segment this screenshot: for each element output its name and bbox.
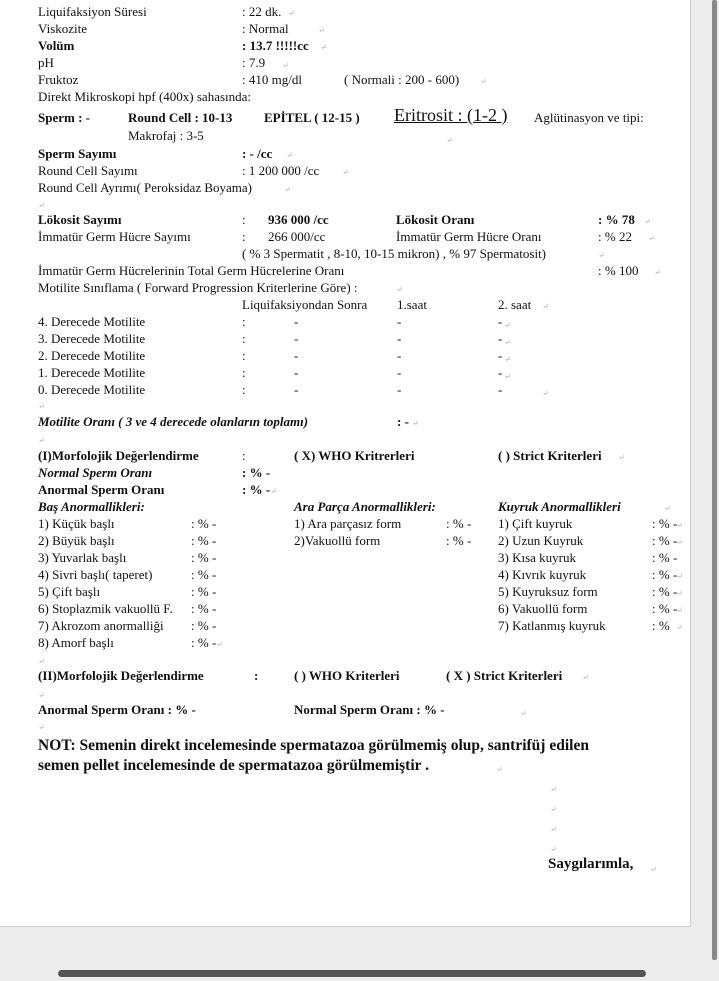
paragraph-mark-icon: ↵ xyxy=(664,504,671,513)
paragraph-mark-icon: ↵ xyxy=(542,389,549,398)
immature-detail: ( % 3 Spermatit , 8-10, 10-15 mikron) , % 97 Spermatosit) xyxy=(242,246,547,261)
motility-cell: - xyxy=(294,365,299,380)
leukocyte-count-label: Lökosit Sayımı xyxy=(38,212,122,227)
paragraph-mark-icon: ↵ xyxy=(676,521,683,530)
paragraph-mark-icon: ↵ xyxy=(446,136,453,145)
tail-item-label: 7) Katlanmış kuyruk xyxy=(498,618,606,633)
paragraph-mark-icon: ↵ xyxy=(38,201,45,210)
paragraph-mark-icon: ↵ xyxy=(648,234,655,243)
motility-row-label: 2. Derecede Motilite xyxy=(38,348,146,363)
tail-item-label: 5) Kuyruksuz form xyxy=(498,584,598,599)
sperm-field: Sperm : - xyxy=(38,110,90,125)
immature-ratio-value: : % 22 xyxy=(598,229,632,244)
morphology-2-normal: Normal Sperm Oranı : % - xyxy=(294,702,445,717)
tail-item-value: : % - xyxy=(652,567,678,582)
tail-item-label: 4) Kıvrık kuyruk xyxy=(498,567,587,582)
paragraph-mark-icon: ↵ xyxy=(504,372,511,381)
midpiece-item-value: : % - xyxy=(446,516,472,531)
colon: : xyxy=(242,212,246,227)
motility-cell: - xyxy=(498,365,503,380)
morphology-2-abnormal: Anormal Sperm Oranı : % - xyxy=(38,702,196,717)
motility-ratio-label: Motilite Oranı ( 3 ve 4 derecede olanların toplamı) xyxy=(38,414,309,429)
motility-cell: - xyxy=(397,331,402,346)
head-item-label: 3) Yuvarlak başlı xyxy=(38,550,127,565)
head-item-value: : % - xyxy=(191,567,217,582)
paragraph-mark-icon: ↵ xyxy=(676,623,683,632)
paragraph-mark-icon: ↵ xyxy=(676,589,683,598)
head-abnormalities-title: Baş Anormallikleri: xyxy=(38,499,145,514)
motility-cell: - xyxy=(294,331,299,346)
motility-cell: - xyxy=(498,348,503,363)
head-item-value: : % - xyxy=(191,618,217,633)
head-item-value: : % - xyxy=(191,601,217,616)
head-item-value: : % - xyxy=(191,635,217,650)
colon: : xyxy=(242,448,246,463)
motility-cell: - xyxy=(294,348,299,363)
fructose-value: : 410 mg/dl xyxy=(242,72,302,87)
tail-item-value: : % - xyxy=(652,584,678,599)
ph-label: pH xyxy=(38,55,54,70)
immature-count-label: İmmatür Germ Hücre Sayımı xyxy=(38,229,191,244)
motility-row-label: 4. Derecede Motilite xyxy=(38,314,146,329)
paragraph-mark-icon: ↵ xyxy=(550,825,557,834)
paragraph-mark-icon: ↵ xyxy=(320,43,327,52)
paragraph-mark-icon: ↵ xyxy=(676,538,683,547)
horizontal-scrollbar[interactable] xyxy=(58,970,646,977)
motility-ratio-value: : - xyxy=(397,414,409,429)
motility-header-2h: 2. saat xyxy=(498,297,532,312)
paragraph-mark-icon: ↵ xyxy=(284,185,291,194)
head-item-value: : % - xyxy=(191,516,217,531)
paragraph-mark-icon: ↵ xyxy=(396,285,403,294)
eritrosit-field: Eritrosit : (1-2 ) xyxy=(394,105,508,125)
colon: : xyxy=(242,331,246,346)
abnormal-sperm-value: : % - xyxy=(242,482,271,497)
paragraph-mark-icon: ↵ xyxy=(216,640,223,649)
vertical-scrollbar[interactable] xyxy=(712,0,717,960)
closing-signature: Saygılarımla, xyxy=(548,856,634,872)
paragraph-mark-icon: ↵ xyxy=(282,61,289,70)
morphology-2-strict: ( X ) Strict Kriterleri xyxy=(446,668,563,683)
motility-header-liq: Liquifaksiyondan Sonra xyxy=(242,297,368,312)
paragraph-mark-icon: ↵ xyxy=(676,572,683,581)
head-item-label: 7) Akrozom anormalliği xyxy=(38,618,164,633)
volume-label: Volüm xyxy=(38,38,75,53)
motility-cell: - xyxy=(294,314,299,329)
paragraph-mark-icon: ↵ xyxy=(342,168,349,177)
immature-count-value: 266 000/cc xyxy=(268,229,326,244)
tail-abnormalities-title: Kuyruk Anormallikleri xyxy=(498,499,621,514)
makrofaj-field: Makrofaj : 3-5 xyxy=(128,128,204,143)
head-item-label: 4) Sivri başlı( taperet) xyxy=(38,567,153,582)
paragraph-mark-icon: ↵ xyxy=(288,9,295,18)
motility-cell: - xyxy=(498,382,503,397)
motility-cell: - xyxy=(397,365,402,380)
morphology-2-who: ( ) WHO Kriterleri xyxy=(294,668,400,683)
motility-cell: - xyxy=(397,382,402,397)
immature-total-value: : % 100 xyxy=(598,263,639,278)
head-item-value: : % - xyxy=(191,550,217,565)
motility-row-label: 3. Derecede Motilite xyxy=(38,331,146,346)
midpiece-item-label: 1) Ara parçasız form xyxy=(294,516,402,531)
morphology-1-title: (I)Morfolojik Değerlendirme xyxy=(38,448,199,463)
paragraph-mark-icon: ↵ xyxy=(38,402,45,411)
paragraph-mark-icon: ↵ xyxy=(550,845,557,854)
sperm-count-value: : - /cc xyxy=(242,146,273,161)
head-item-label: 8) Amorf başlı xyxy=(38,635,114,650)
round-cell-count-value: : 1 200 000 /cc xyxy=(242,163,320,178)
aglutination-label: Aglütinasyon ve tipi: xyxy=(534,110,644,125)
paragraph-mark-icon: ↵ xyxy=(542,302,549,311)
immature-ratio-label: İmmatür Germ Hücre Oranı xyxy=(396,229,542,244)
paragraph-mark-icon: ↵ xyxy=(654,268,661,277)
epitel-field: EPİTEL ( 12-15 ) xyxy=(264,110,360,125)
colon: : xyxy=(242,348,246,363)
midpiece-abnormalities-title: Ara Parça Anormallikleri: xyxy=(294,499,436,514)
motility-cell: - xyxy=(294,382,299,397)
viscosity-label: Viskozite xyxy=(38,21,88,36)
microscopy-label: Direkt Mikroskopi hpf (400x) sahasında: xyxy=(38,89,252,104)
leukocyte-ratio-value: : % 78 xyxy=(598,212,635,227)
paragraph-mark-icon: ↵ xyxy=(504,355,511,364)
leukocyte-count-value: 936 000 /cc xyxy=(268,212,329,227)
paragraph-mark-icon: ↵ xyxy=(676,606,683,615)
paragraph-mark-icon: ↵ xyxy=(286,151,293,160)
motility-cell: - xyxy=(397,348,402,363)
paragraph-mark-icon: ↵ xyxy=(504,321,511,330)
motility-row-label: 1. Derecede Motilite xyxy=(38,365,146,380)
tail-item-label: 2) Uzun Kuyruk xyxy=(498,533,584,548)
motility-classification: Motilite Sınıflama ( Forward Progression Kriterlerine Göre) : xyxy=(38,280,358,295)
sperm-count-label: Sperm Sayımı xyxy=(38,146,117,161)
motility-cell: - xyxy=(498,331,503,346)
paragraph-mark-icon: ↵ xyxy=(650,865,657,874)
tail-item-label: 6) Vakuollü form xyxy=(498,601,588,616)
round-cell-field: Round Cell : 10-13 xyxy=(128,110,233,125)
abnormal-sperm-label: Anormal Sperm Oranı xyxy=(38,482,165,497)
round-cell-differential: Round Cell Ayrımı( Peroksidaz Boyama) xyxy=(38,180,252,195)
head-item-label: 1) Küçük başlı xyxy=(38,516,115,531)
paragraph-mark-icon: ↵ xyxy=(496,765,503,774)
leukocyte-ratio-label: Lökosit Oranı xyxy=(396,212,475,227)
colon: : xyxy=(242,365,246,380)
paragraph-mark-icon: ↵ xyxy=(38,691,45,700)
paragraph-mark-icon: ↵ xyxy=(38,723,45,732)
tail-item-value: : % - xyxy=(652,533,678,548)
tail-item-value: : % - xyxy=(652,550,678,565)
note-line-2: semen pellet incelemesinde de spermatazoa görülmemiştir . xyxy=(38,757,430,774)
morphology-1-strict: ( ) Strict Kriterleri xyxy=(498,448,602,463)
paragraph-mark-icon: ↵ xyxy=(598,251,605,260)
tail-item-value: : % - xyxy=(652,601,678,616)
paragraph-mark-icon: ↵ xyxy=(644,217,651,226)
round-cell-count-label: Round Cell Sayımı xyxy=(38,163,138,178)
normal-sperm-label: Normal Sperm Oranı xyxy=(38,465,153,480)
motility-cell: - xyxy=(397,314,402,329)
viscosity-value: : Normal xyxy=(242,21,289,36)
liquifaction-value: : 22 dk. xyxy=(242,4,282,19)
volume-value: : 13.7 !!!!!cc xyxy=(242,38,309,53)
note-line-1: NOT: Semenin direkt incelemesinde spermatazoa görülmemiş olup, santrifüj edilen xyxy=(38,737,589,754)
morphology-1-who: ( X) WHO Kritrerleri xyxy=(294,448,415,463)
head-item-value: : % - xyxy=(191,533,217,548)
tail-item-value: : % xyxy=(652,618,670,633)
colon: : xyxy=(254,668,259,683)
fructose-label: Fruktoz xyxy=(38,72,79,87)
paragraph-mark-icon: ↵ xyxy=(318,26,325,35)
colon: : xyxy=(242,382,246,397)
paragraph-mark-icon: ↵ xyxy=(38,657,45,666)
paragraph-mark-icon: ↵ xyxy=(618,453,625,462)
normal-sperm-value: : % - xyxy=(242,465,271,480)
paragraph-mark-icon: ↵ xyxy=(550,785,557,794)
colon: : xyxy=(242,314,246,329)
immature-total-label: İmmatür Germ Hücrelerinin Total Germ Hücrelerine Oranı xyxy=(38,263,345,278)
morphology-2-title: (II)Morfolojik Değerlendirme xyxy=(38,668,204,683)
paragraph-mark-icon: ↵ xyxy=(504,338,511,347)
head-item-label: 5) Çift başlı xyxy=(38,584,101,599)
paragraph-mark-icon: ↵ xyxy=(550,805,557,814)
paragraph-mark-icon: ↵ xyxy=(412,419,419,428)
fructose-normal: ( Normali : 200 - 600) xyxy=(344,72,460,87)
ph-value: : 7.9 xyxy=(242,55,266,70)
colon: : xyxy=(242,229,246,244)
motility-header-1h: 1.saat xyxy=(397,297,427,312)
motility-row-label: 0. Derecede Motilite xyxy=(38,382,146,397)
tail-item-label: 3) Kısa kuyruk xyxy=(498,550,576,565)
midpiece-item-label: 2)Vakuollü form xyxy=(294,533,381,548)
head-item-label: 6) Stoplazmik vakuollü F. xyxy=(38,601,173,616)
tail-item-value: : % - xyxy=(652,516,678,531)
paragraph-mark-icon: ↵ xyxy=(38,436,45,445)
paragraph-mark-icon: ↵ xyxy=(270,487,277,496)
midpiece-item-value: : % - xyxy=(446,533,472,548)
tail-item-label: 1) Çift kuyruk xyxy=(498,516,573,531)
paragraph-mark-icon: ↵ xyxy=(520,709,527,718)
motility-cell: - xyxy=(498,314,503,329)
head-item-value: : % - xyxy=(191,584,217,599)
paragraph-mark-icon: ↵ xyxy=(582,673,589,682)
paragraph-mark-icon: ↵ xyxy=(480,77,487,86)
liquifaction-label: Liquifaksiyon Süresi xyxy=(38,4,147,19)
head-item-label: 2) Büyük başlı xyxy=(38,533,115,548)
